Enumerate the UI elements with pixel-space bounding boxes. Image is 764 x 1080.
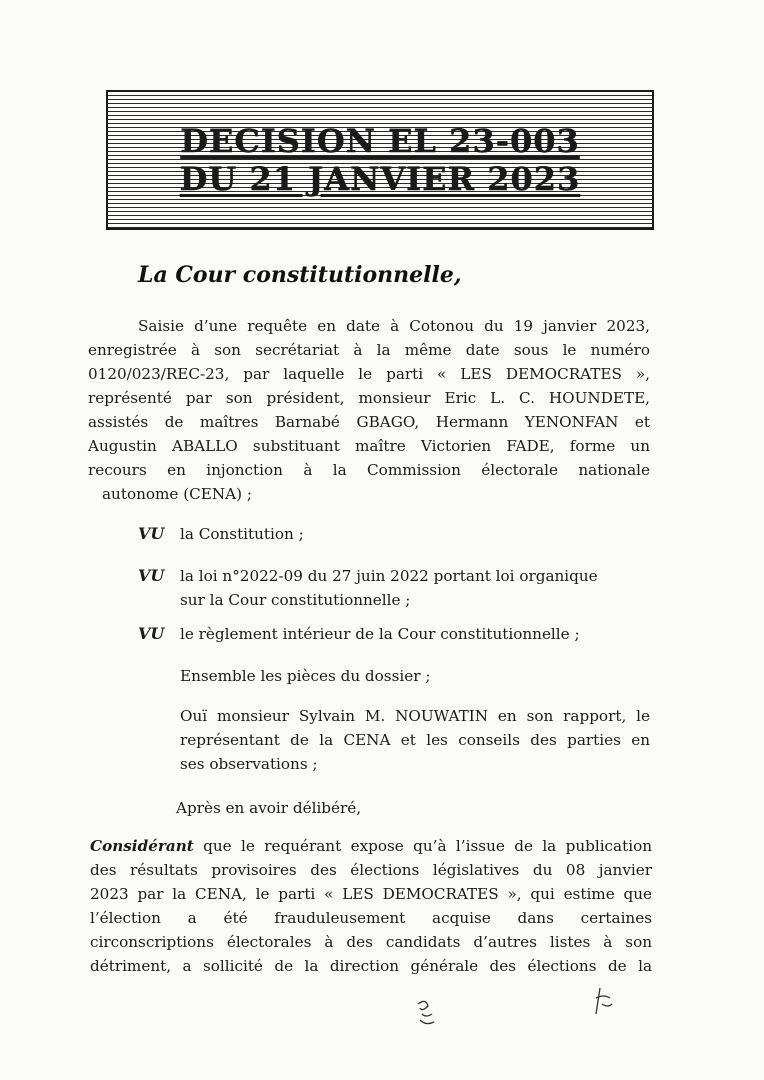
vu-text: le règlement intérieur de la Cour constitutionnelle ; <box>180 625 580 643</box>
considerant-paragraph <box>90 834 652 978</box>
vu-item <box>138 522 658 546</box>
vu-mark: VU <box>138 566 165 585</box>
intro-line: Saisie d’une requête en date à Cotonou du 19 janvier 2023, <box>138 317 650 335</box>
considerant-keyword: Considérant <box>90 837 194 855</box>
oui-line: ses observations ; <box>180 755 318 773</box>
intro-line: assistés de maîtres Barnabé GBAGO, Hermann YENONFAN et <box>88 413 650 431</box>
vu-item <box>138 622 658 646</box>
intro-line: Augustin ABALLO substituant maître Victorien FADE, forme un <box>88 437 650 455</box>
initials-signature-right <box>588 984 616 1025</box>
signature-mark-left <box>412 996 442 1032</box>
considerant-first-rest: que le requérant expose qu’à l’issue de la publication <box>193 837 652 855</box>
vu-item <box>138 564 658 612</box>
court-heading: La Cour constitutionnelle, <box>138 262 462 288</box>
considerant-line: détriment, a sollicité de la direction générale des élections de la <box>90 957 652 975</box>
intro-line: recours en injonction à la Commission électorale nationale <box>88 461 650 479</box>
oui-paragraph <box>180 704 650 776</box>
decision-number: DECISION EL 23-003 <box>180 122 580 160</box>
signature-mark-right <box>588 984 616 1020</box>
intro-paragraph <box>88 314 650 506</box>
considerant-line: circonscriptions électorales à des candidats d’autres listes à son <box>90 933 652 951</box>
vu-text: la Constitution ; <box>180 525 304 543</box>
intro-line: autonome (CENA) ; <box>102 485 252 503</box>
oui-line: Ouï monsieur Sylvain M. NOUWATIN en son rapport, le <box>180 707 650 725</box>
considerant-line: 2023 par la CENA, le parti « LES DEMOCRATES », qui estime que <box>90 885 652 903</box>
vu-text-line: la loi n°2022-09 du 27 juin 2022 portant loi organique <box>180 567 598 585</box>
vu-mark: VU <box>138 624 165 643</box>
considerant-line <box>90 834 652 858</box>
apres-line: Après en avoir délibéré, <box>176 799 362 817</box>
considerant-line: des résultats provisoires des élections législatives du 08 janvier <box>90 861 652 879</box>
decision-date: DU 21 JANVIER 2023 <box>179 160 581 198</box>
oui-line: représentant de la CENA et les conseils des parties en <box>180 731 650 749</box>
intro-line: représenté par son président, monsieur Eric L. C. HOUNDETE, <box>88 389 650 407</box>
initials-signature-left <box>412 996 442 1037</box>
vu-text-line: sur la Cour constitutionnelle ; <box>180 591 411 609</box>
vu-text <box>180 564 658 612</box>
intro-line: enregistrée à son secrétariat à la même date sous le numéro <box>88 341 650 359</box>
decision-title-box <box>106 90 654 230</box>
ensemble-line: Ensemble les pièces du dossier ; <box>180 667 431 685</box>
considerant-line: l’élection a été frauduleusement acquise dans certaines <box>90 909 652 927</box>
intro-line: 0120/023/REC-23, par laquelle le parti « LES DEMOCRATES », <box>88 365 650 383</box>
vu-mark: VU <box>138 524 165 543</box>
